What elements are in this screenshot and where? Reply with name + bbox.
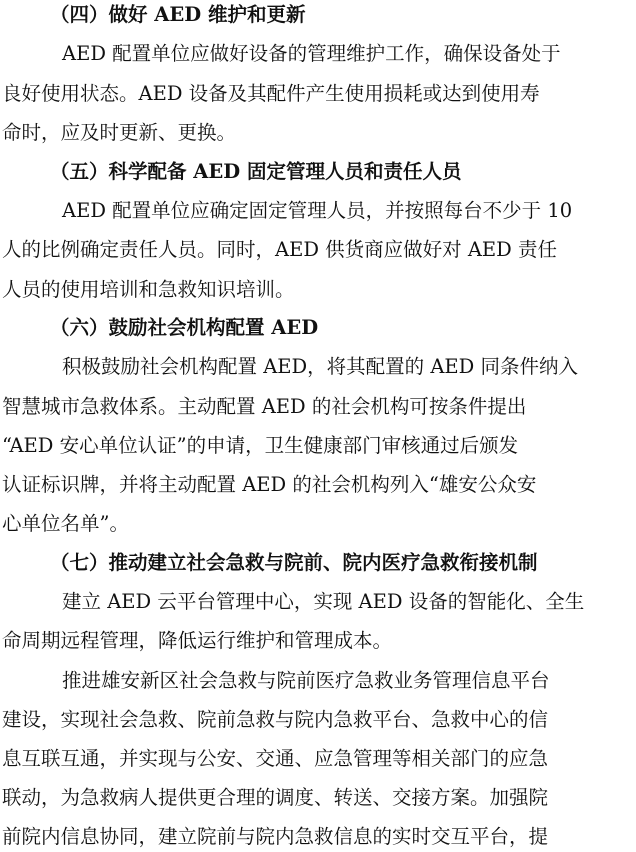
section-heading-5: （五）科学配备 AED 固定管理人员和责任人员 (50, 160, 462, 183)
paragraph-line: 推进雄安新区社会急救与院前医疗急救业务管理信息平台 (62, 669, 550, 692)
paragraph-line: AED 配置单位应做好设备的管理维护工作，确保设备处于 (62, 42, 561, 65)
paragraph-line: 命周期远程管理，降低运行维护和管理成本。 (2, 629, 393, 652)
paragraph-line: 建设，实现社会急救、院前急救与院内急救平台、急救中心的信 (2, 708, 549, 731)
paragraph-line: 人员的使用培训和急救知识培训。 (2, 278, 295, 301)
section-heading-4: （四）做好 AED 维护和更新 (50, 3, 306, 26)
paragraph-line: 良好使用状态。AED 设备及其配件产生使用损耗或达到使用寿 (2, 82, 540, 105)
paragraph-line: AED 配置单位应确定固定管理人员，并按照每台不少于 10 (62, 199, 573, 222)
paragraph-line: 智慧城市急救体系。主动配置 AED 的社会机构可按条件提出 (2, 395, 527, 418)
paragraph-line: 人的比例确定责任人员。同时，AED 供货商应做好对 AED 责任 (2, 238, 557, 261)
section-heading-6: （六）鼓励社会机构配置 AED (50, 316, 319, 339)
paragraph-line: 前院内信息协同，建立院前与院内急救信息的实时交互平台，提 (2, 825, 549, 848)
paragraph-line: 命时，应及时更新、更换。 (2, 121, 237, 144)
paragraph-line: 认证标识牌，并将主动配置 AED 的社会机构列入“雄安公众安 (2, 473, 537, 496)
section-heading-7: （七）推动建立社会急救与院前、院内医疗急救衔接机制 (50, 551, 538, 574)
paragraph-line: 建立 AED 云平台管理中心，实现 AED 设备的智能化、全生 (62, 590, 585, 613)
paragraph-line: 息互联互通，并实现与公安、交通、应急管理等相关部门的应急 (2, 747, 549, 770)
paragraph-line: 积极鼓励社会机构配置 AED，将其配置的 AED 同条件纳入 (62, 355, 578, 378)
paragraph-line: 心单位名单”。 (2, 512, 129, 535)
paragraph-line: 联动，为急救病人提供更合理的调度、转送、交接方案。加强院 (2, 786, 549, 809)
paragraph-line: “AED 安心单位认证”的申请，卫生健康部门审核通过后颁发 (2, 434, 519, 457)
